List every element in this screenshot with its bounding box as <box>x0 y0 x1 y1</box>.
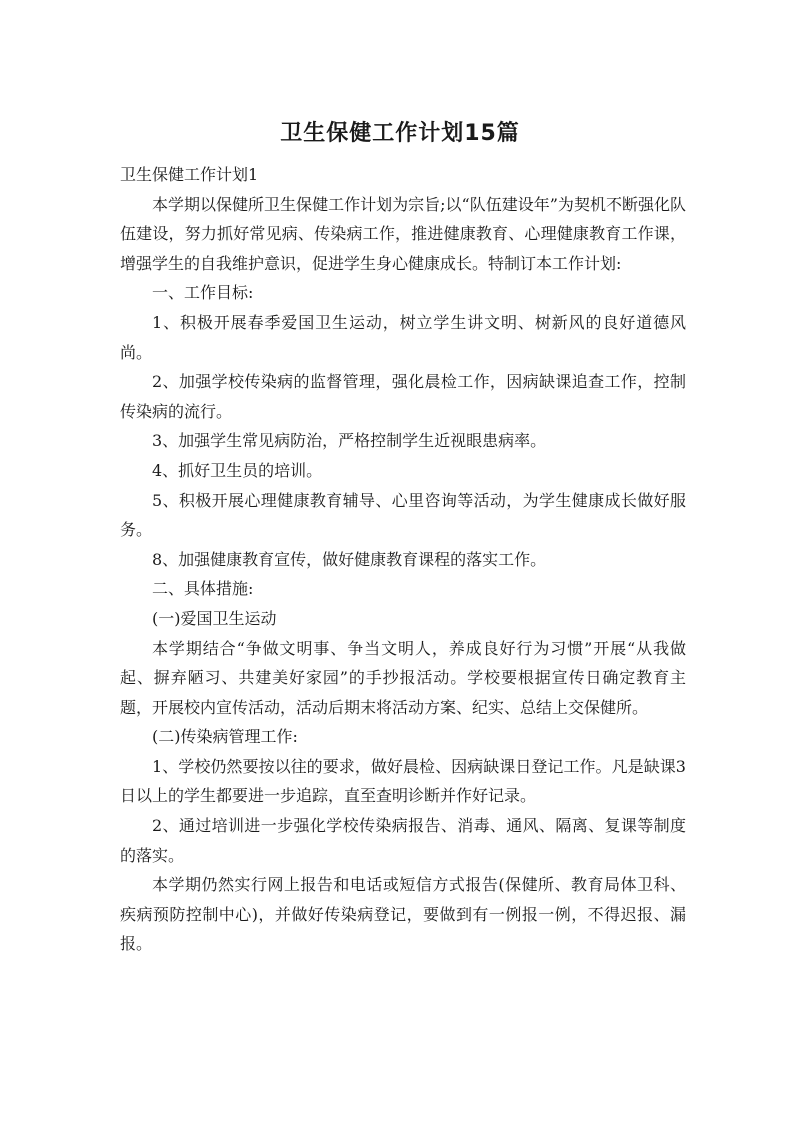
paragraph-reporting: 本学期仍然实行网上报告和电话或短信方式报告(保健所、教育局体卫科、疾病预防控制中心)，并做好传染病登记，要做到有一例报一例，不得迟报、漏报。 <box>120 875 686 954</box>
goal-item-3: 3、加强学生常见病防治，严格控制学生近视眼患病率。 <box>152 431 547 451</box>
goal-item-1: 1、积极开展春季爱国卫生运动，树立学生讲文明、树新风的良好道德风尚。 <box>120 312 686 362</box>
heading-goals: 一、工作目标: <box>152 283 254 303</box>
document-title: 卫生保健工作计划15篇 <box>280 121 520 146</box>
document-body <box>120 160 686 959</box>
paragraph-intro: 本学期以保健所卫生保健工作计划为宗旨;以“队伍建设年”为契机不断强化队伍建设，努力抓好常见病、传染病工作，推进健康教育、心理健康教育工作课，增强学生的自我维护意识，促进学生身心健康成长。特制订本工作计划: <box>120 194 686 273</box>
section-subtitle: 卫生保健工作计划1 <box>120 165 259 184</box>
subheading-infectious-disease: (二)传染病管理工作: <box>152 727 298 747</box>
heading-measures: 二、具体措施: <box>152 579 254 599</box>
goal-item-8: 8、加强健康教育宣传，做好健康教育课程的落实工作。 <box>152 549 547 569</box>
goal-item-2: 2、加强学校传染病的监督管理，强化晨检工作，因病缺课追查工作，控制传染病的流行。 <box>120 372 686 421</box>
goal-item-5: 5、积极开展心理健康教育辅导、心里咨询等活动，为学生健康成长做好服务。 <box>120 490 686 540</box>
measure-item-2: 2、通过培训进一步强化学校传染病报告、消毒、通风、隔离、复课等制度的落实。 <box>120 816 686 865</box>
goal-item-4: 4、抓好卫生员的培训。 <box>152 460 323 480</box>
measure-item-1: 1、学校仍然要按以往的要求，做好晨检、因病缺课日登记工作。凡是缺课3日以上的学生都要进一步追踪，直至查明诊断并作好记录。 <box>120 756 686 806</box>
paragraph-patriotic-health: 本学期结合“争做文明事、争当文明人，养成良好行为习惯”开展“从我做起、摒弃陋习、共建美好家园”的手抄报活动。学校要根据宣传日确定教育主题，开展校内宣传活动，活动后期末将活动方案、纪实、总结上交保健所。 <box>120 638 686 717</box>
subheading-patriotic-health: (一)爱国卫生运动 <box>152 608 277 628</box>
